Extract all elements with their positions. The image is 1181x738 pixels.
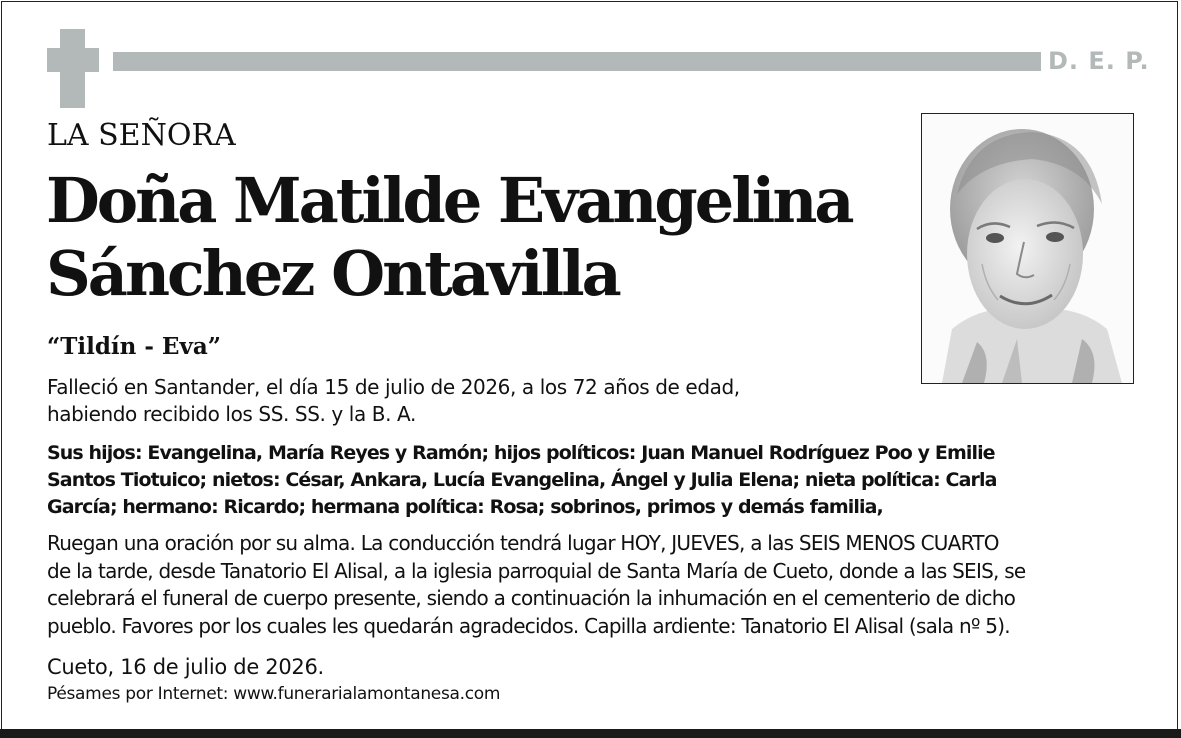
header-rule — [113, 52, 1041, 71]
family-line-3: García; hermano: Ricardo; hermana política: Rosa; sobrinos, primos y demás familia, — [47, 496, 883, 518]
prayer-line-2: de la tarde, desde Tanatorio El Alisal, a la iglesia parroquial de Santa María de Cueto, donde a las SEIS, se — [47, 558, 1026, 583]
family-line-1: Sus hijos: Evangelina, María Reyes y Ramón; hijos políticos: Juan Manuel Rodríguez Poo y Emilie — [47, 442, 995, 464]
portrait-image — [922, 114, 1133, 383]
service-details — [47, 530, 1157, 640]
condolences-website: Pésames por Internet: www.funerarialamontanesa.com — [47, 684, 501, 704]
prayer-line-1: Ruegan una oración por su alma. La conducción tendrá lugar HOY, JUEVES, a las SEIS MENOS CUARTO — [47, 531, 999, 555]
place-date: Cueto, 16 de julio de 2026. — [47, 655, 324, 679]
death-line-2: habiendo recibido los SS. SS. y la B. A. — [47, 402, 416, 426]
name-line-1: Doña Matilde Evangelina — [46, 164, 852, 237]
death-notice — [47, 374, 907, 428]
deceased-name — [46, 164, 926, 310]
family-list — [47, 440, 1157, 521]
salutation: LA SEÑORA — [47, 118, 236, 153]
bottom-bar — [0, 729, 1181, 738]
death-line-1: Falleció en Santander, el día 15 de julio de 2026, a los 72 años de edad, — [47, 375, 740, 399]
prayer-line-4: pueblo. Favores por los cuales les quedarán agradecidos. Capilla ardiente: Tanatorio El Alisal (sala nº 5). — [47, 613, 1010, 638]
name-line-2: Sánchez Ontavilla — [46, 237, 619, 310]
nickname: “Tildín - Eva” — [47, 333, 221, 360]
cross-icon-bar — [47, 48, 99, 72]
prayer-line-3: celebrará el funeral de cuerpo presente, siendo a continuación la inhumación en el cementerio de dicho — [47, 586, 1016, 610]
dep-label: D. E. P. — [1048, 47, 1150, 75]
family-line-2: Santos Tiotuico; nietos: César, Ankara, Lucía Evangelina, Ángel y Julia Elena; nieta política: Carla — [47, 469, 997, 491]
portrait-photo — [921, 113, 1134, 384]
